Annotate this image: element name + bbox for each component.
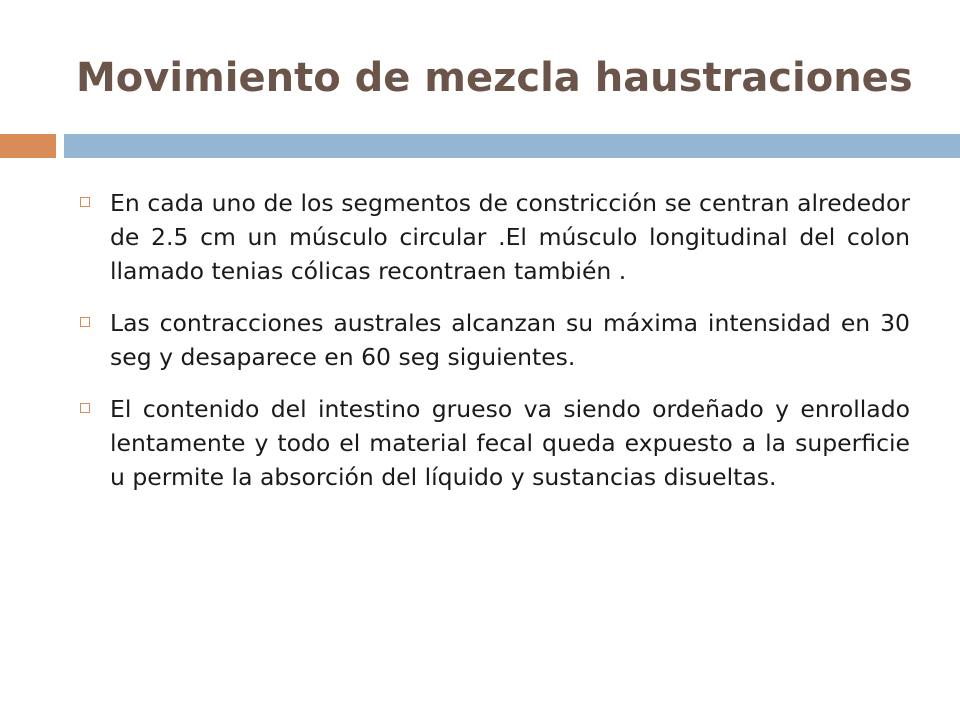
bullet-item — [76, 392, 910, 494]
bullet-text: En cada uno de los segmentos de constricción se centran alrededor de 2.5 cm un músculo circular .El músculo longitudinal del colon llamado tenias cólicas recontraen también . — [110, 189, 910, 285]
bullet-text: Las contracciones australes alcanzan su máxima intensidad en 30 seg y desaparece en 60 seg siguientes. — [110, 309, 910, 371]
hollow-square-bullet-icon — [80, 197, 90, 207]
slide-title: Movimiento de mezcla haustraciones — [76, 55, 913, 101]
bullet-item — [76, 186, 910, 288]
bullet-list — [76, 186, 910, 512]
hollow-square-bullet-icon — [80, 403, 90, 413]
bullet-text: El contenido del intestino grueso va siendo ordeñado y enrollado lentamente y todo el material fecal queda expuesto a la superficie u permite la absorción del líquido y sustancias disueltas. — [110, 395, 910, 491]
title-divider-bar — [64, 134, 960, 158]
bullet-item — [76, 306, 910, 374]
accent-bar — [0, 134, 56, 158]
hollow-square-bullet-icon — [80, 317, 90, 327]
